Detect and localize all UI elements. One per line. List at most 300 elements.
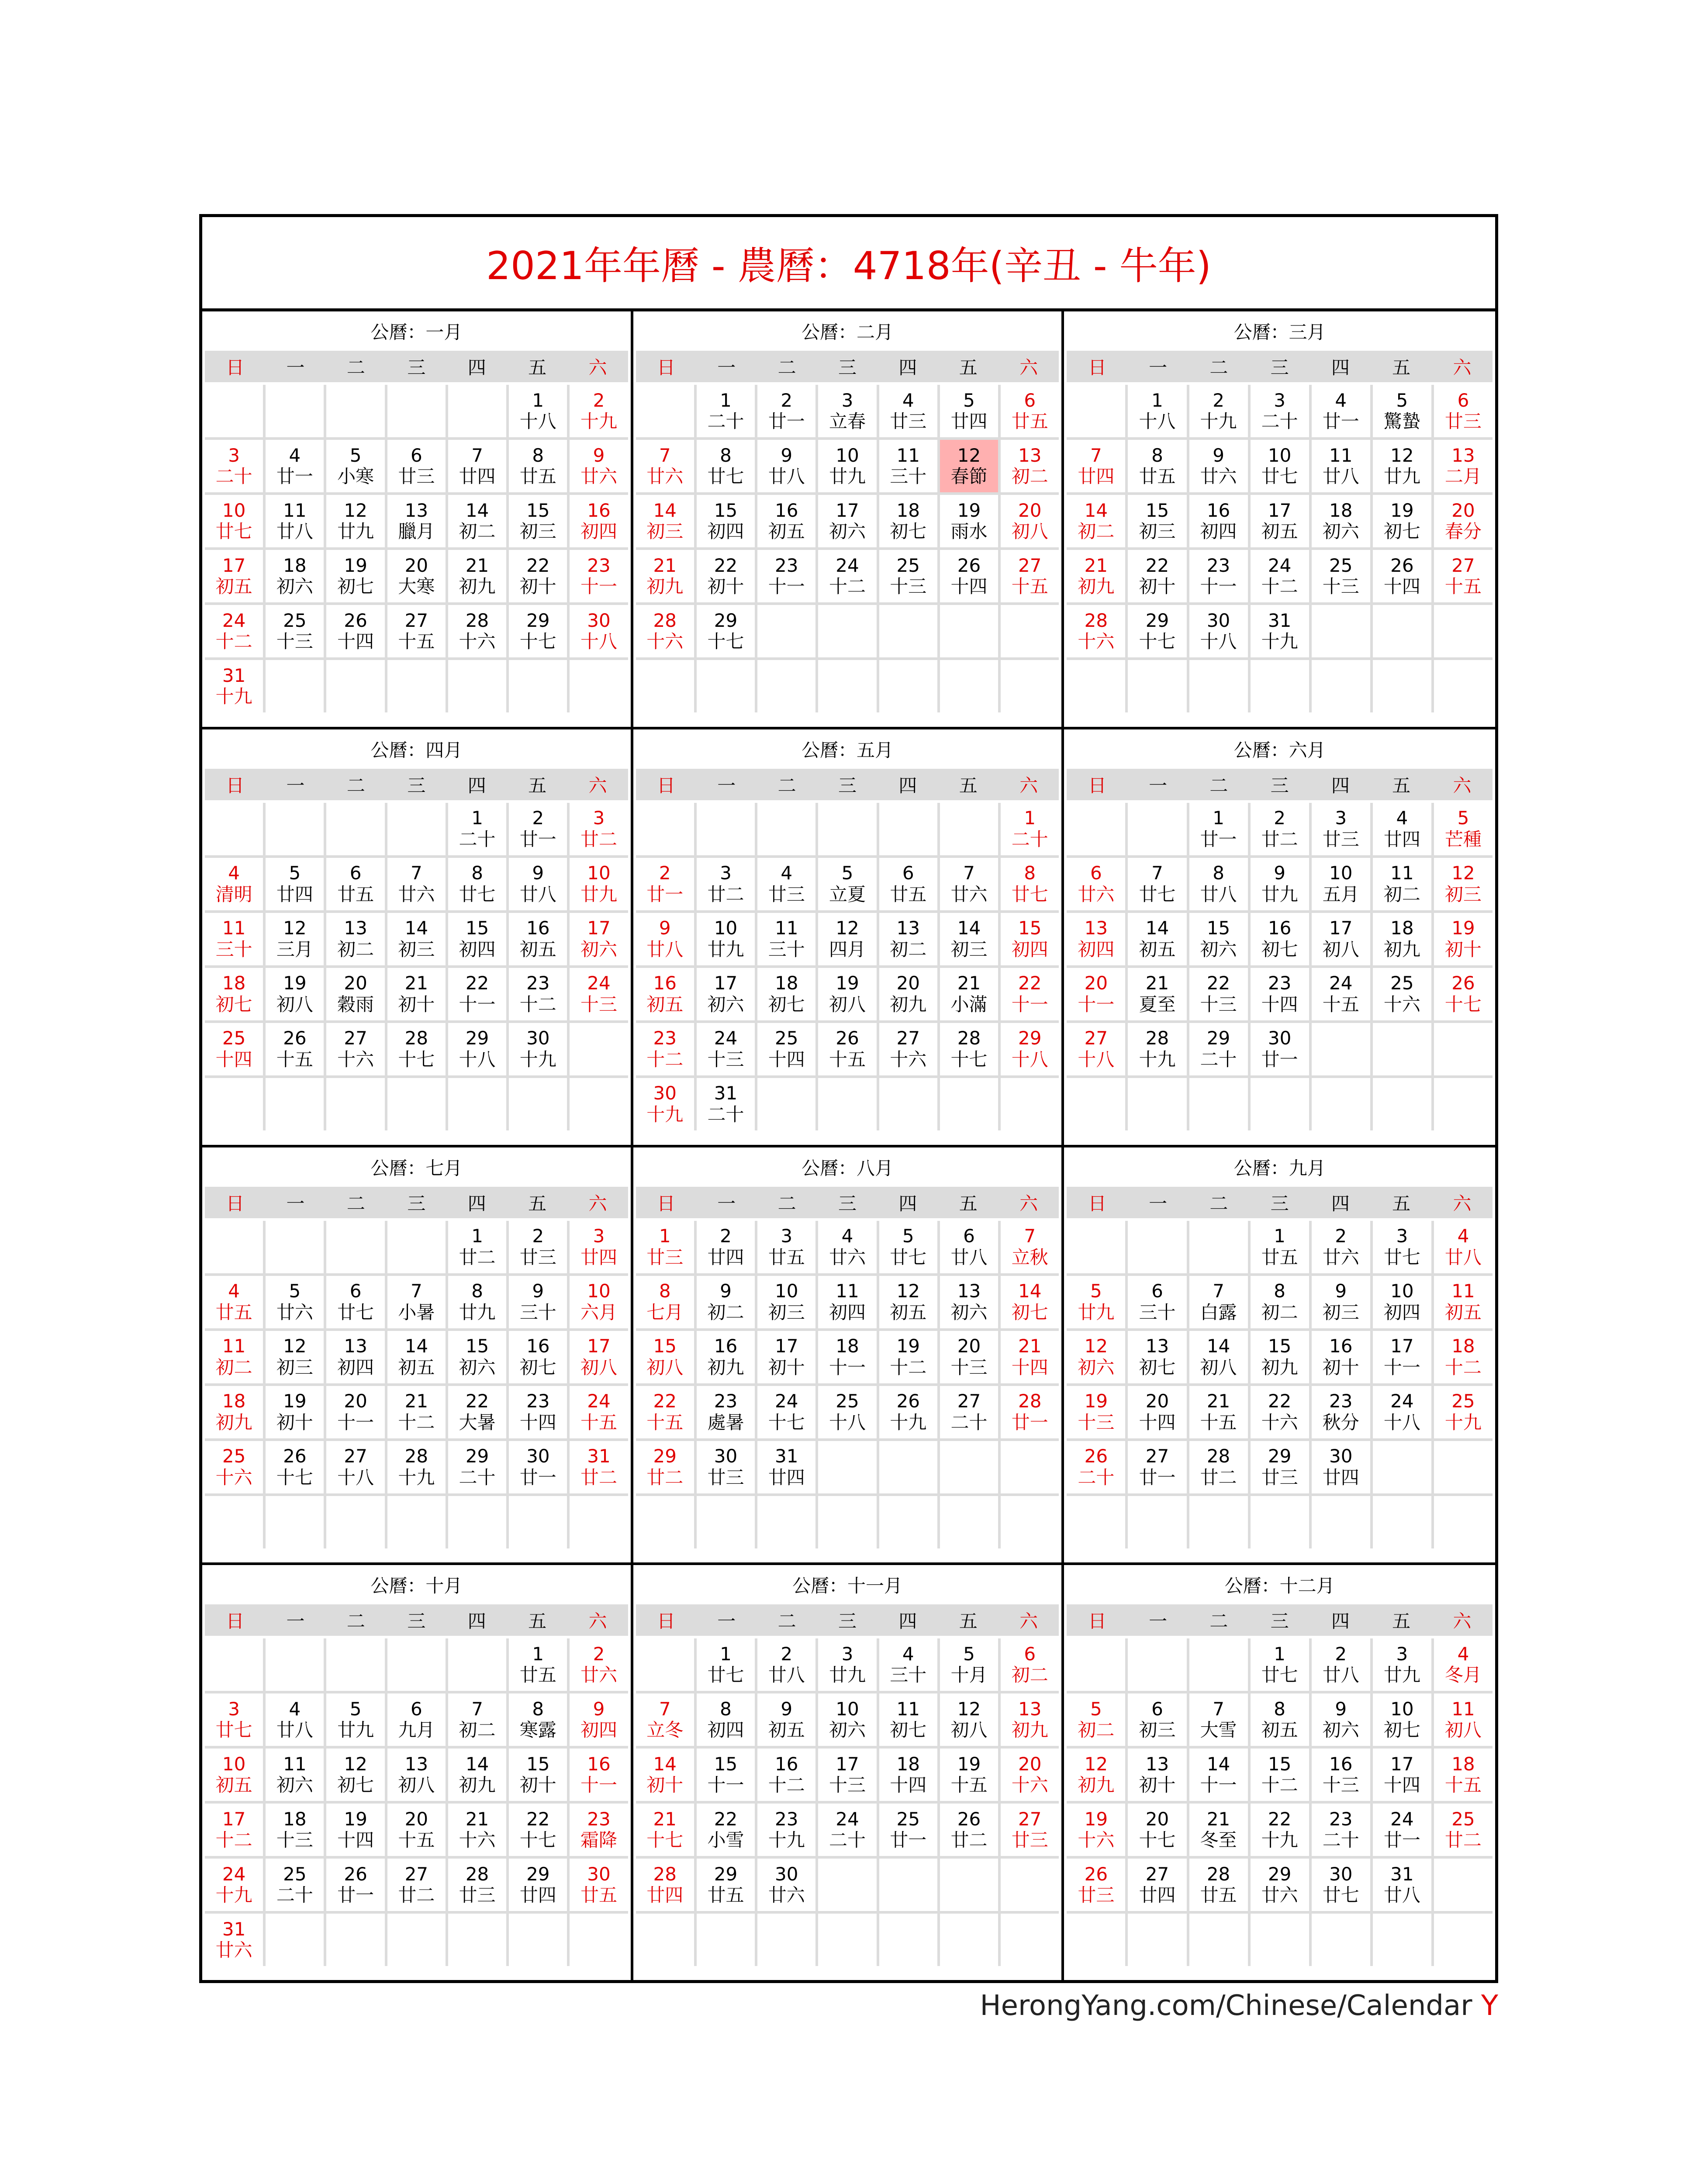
lunar-date: 初六 (1078, 1356, 1115, 1378)
day-number: 10 (587, 1280, 611, 1302)
lunar-date: 初七 (1383, 1719, 1420, 1741)
weekday-label: 四 (898, 774, 917, 796)
day-number: 5 (1396, 389, 1408, 411)
day-number: 8 (1274, 1698, 1286, 1720)
lunar-date: 廿五 (707, 1884, 744, 1906)
day-cell (1251, 968, 1309, 1020)
lunar-date: 初二 (459, 1719, 496, 1741)
day-number: 3 (593, 1225, 605, 1247)
day-number: 31 (222, 1918, 246, 1940)
month-block (202, 1147, 633, 1565)
lunar-date: 初七 (1261, 938, 1298, 960)
weekday-label: 二 (777, 774, 796, 796)
day-grid (636, 1638, 1059, 1966)
day-number: 8 (659, 1280, 671, 1302)
day-number: 21 (1084, 554, 1108, 576)
lunar-date: 初十 (768, 1356, 805, 1378)
lunar-date: 廿七 (890, 1246, 927, 1268)
lunar-date: 雨水 (950, 521, 988, 542)
day-number: 12 (1084, 1753, 1108, 1775)
lunar-date: 冬月 (1444, 1664, 1482, 1686)
weekday-label: 三 (1270, 774, 1289, 796)
lunar-date: 十七 (707, 631, 744, 652)
day-number: 2 (1335, 1643, 1347, 1665)
day-cell (326, 1023, 384, 1075)
lunar-date: 廿五 (337, 883, 374, 905)
lunar-date: 廿七 (1261, 1664, 1298, 1686)
day-number: 15 (714, 1753, 738, 1775)
day-number: 23 (1329, 1808, 1353, 1830)
lunar-date: 廿九 (1078, 1301, 1115, 1323)
day-number: 12 (283, 1335, 307, 1357)
day-number: 3 (1396, 1225, 1408, 1247)
day-number: 11 (283, 499, 307, 521)
day-number: 23 (653, 1027, 677, 1049)
day-number: 28 (1206, 1863, 1230, 1885)
weekday-label: 一 (1149, 357, 1168, 378)
day-cell (570, 1804, 628, 1856)
day-number: 30 (526, 1445, 550, 1467)
day-number: 24 (1390, 1390, 1414, 1412)
day-cell (1001, 1221, 1059, 1273)
day-number: 12 (344, 499, 367, 521)
day-grid (1067, 1221, 1493, 1548)
lunar-date: 初十 (707, 576, 744, 597)
lunar-date: 初八 (276, 993, 313, 1015)
empty-cell (1312, 605, 1370, 657)
day-number: 21 (465, 1808, 489, 1830)
day-cell (448, 605, 506, 657)
day-cell (757, 495, 815, 547)
weekday-label: 三 (838, 357, 857, 378)
day-cell (940, 550, 998, 602)
weekday-label: 日 (656, 1610, 675, 1632)
lunar-date: 初三 (276, 1356, 313, 1378)
weekday-label: 三 (407, 1192, 426, 1214)
day-cell (1373, 1386, 1431, 1438)
lunar-date: 十八 (580, 631, 618, 652)
day-number: 4 (1396, 807, 1408, 829)
lunar-date: 廿六 (398, 883, 435, 905)
lunar-date: 廿六 (1322, 1246, 1359, 1268)
weekday-label: 一 (286, 1192, 305, 1214)
lunar-date: 廿六 (580, 1664, 618, 1686)
day-cell (448, 803, 506, 855)
day-number: 19 (1451, 917, 1475, 939)
day-number: 5 (841, 862, 853, 884)
day-cell (757, 1331, 815, 1383)
day-number: 13 (1018, 444, 1042, 466)
day-cell (1373, 1693, 1431, 1746)
empty-cell (1434, 1496, 1493, 1548)
day-number: 3 (720, 862, 732, 884)
lunar-date: 廿七 (1322, 1884, 1359, 1906)
lunar-date: 二十 (950, 1411, 988, 1433)
lunar-date: 十九 (1261, 631, 1298, 652)
lunar-date: 二十 (1078, 1466, 1115, 1488)
day-number: 18 (896, 1753, 920, 1775)
day-number: 11 (1451, 1698, 1475, 1720)
day-number: 12 (957, 444, 981, 466)
day-number: 28 (653, 1863, 677, 1885)
empty-cell (879, 1496, 937, 1548)
day-number: 21 (653, 554, 677, 576)
day-cell (509, 495, 567, 547)
day-cell (570, 550, 628, 602)
lunar-date: 清明 (215, 883, 252, 905)
lunar-date: 十五 (1444, 1774, 1482, 1796)
day-cell (1189, 858, 1248, 910)
day-cell (1001, 1638, 1059, 1691)
lunar-date: 初五 (1261, 521, 1298, 542)
day-number: 31 (222, 664, 246, 686)
day-cell (1128, 1023, 1186, 1075)
day-cell (266, 440, 324, 492)
day-number: 14 (957, 917, 981, 939)
day-number: 31 (1390, 1863, 1414, 1885)
day-cell (757, 1276, 815, 1328)
empty-cell (570, 1496, 628, 1548)
lunar-date: 廿三 (398, 466, 435, 487)
lunar-date: 十四 (768, 1048, 805, 1070)
day-cell (448, 1276, 506, 1328)
lunar-date: 初二 (337, 938, 374, 960)
day-number: 9 (720, 1280, 732, 1302)
day-cell (570, 1441, 628, 1493)
day-cell (1189, 550, 1248, 602)
day-number: 23 (775, 1808, 798, 1830)
lunar-date: 十一 (707, 1774, 744, 1796)
day-number: 20 (896, 972, 920, 994)
day-cell (1067, 605, 1125, 657)
day-cell (1189, 385, 1248, 437)
day-number: 2 (532, 1225, 544, 1247)
day-number: 25 (1329, 554, 1353, 576)
day-number: 10 (836, 444, 859, 466)
day-cell (1251, 1441, 1309, 1493)
empty-cell (387, 1638, 446, 1691)
empty-cell (1434, 1914, 1493, 1966)
day-cell (879, 1221, 937, 1273)
day-cell (757, 440, 815, 492)
weekday-label: 一 (286, 357, 305, 378)
lunar-date: 六月 (580, 1301, 618, 1323)
day-number: 29 (465, 1027, 489, 1049)
day-cell (326, 1859, 384, 1911)
day-cell (1067, 1331, 1125, 1383)
day-cell (757, 858, 815, 910)
footer-credit (786, 1990, 1498, 2022)
day-number: 11 (775, 917, 798, 939)
day-cell (1434, 550, 1493, 602)
day-cell (205, 605, 263, 657)
day-cell (1312, 550, 1370, 602)
lunar-date: 廿七 (1139, 883, 1176, 905)
day-number: 29 (526, 1863, 550, 1885)
day-cell (266, 913, 324, 965)
empty-cell (1373, 605, 1431, 657)
day-cell (1189, 913, 1248, 965)
lunar-date: 十一 (1200, 576, 1237, 597)
day-cell (570, 913, 628, 965)
day-cell (448, 1386, 506, 1438)
lunar-date: 十二 (1261, 1774, 1298, 1796)
lunar-date: 廿六 (1261, 1884, 1298, 1906)
weekday-label: 一 (717, 357, 736, 378)
empty-cell (1001, 1496, 1059, 1548)
lunar-date: 大雪 (1200, 1719, 1237, 1741)
empty-cell (1128, 1221, 1186, 1273)
day-number: 11 (896, 1698, 920, 1720)
day-cell (1373, 1638, 1431, 1691)
lunar-date: 立夏 (829, 883, 866, 905)
weekday-label: 五 (528, 774, 547, 796)
empty-cell (636, 803, 694, 855)
day-cell (757, 1221, 815, 1273)
day-number: 23 (1268, 972, 1292, 994)
lunar-date: 十四 (215, 1048, 252, 1070)
day-cell (1189, 605, 1248, 657)
day-number: 4 (1457, 1643, 1469, 1665)
weekday-header (205, 1187, 628, 1218)
day-cell (448, 1804, 506, 1856)
day-number: 29 (465, 1445, 489, 1467)
lunar-date: 初七 (1383, 521, 1420, 542)
day-cell (1001, 495, 1059, 547)
day-number: 20 (404, 1808, 428, 1830)
day-cell (1312, 858, 1370, 910)
day-number: 20 (344, 972, 367, 994)
day-cell (1128, 913, 1186, 965)
empty-cell (1001, 605, 1059, 657)
lunar-date: 霜降 (580, 1829, 618, 1851)
day-cell (205, 495, 263, 547)
day-grid (205, 385, 628, 712)
lunar-date: 初六 (1200, 938, 1237, 960)
day-cell (636, 1331, 694, 1383)
day-number: 9 (1274, 862, 1286, 884)
day-number: 24 (1329, 972, 1353, 994)
lunar-date: 初八 (646, 1356, 684, 1378)
day-number: 3 (228, 1698, 240, 1720)
day-number: 17 (1390, 1335, 1414, 1357)
day-number: 2 (720, 1225, 732, 1247)
day-cell (1434, 968, 1493, 1020)
day-number: 3 (1335, 807, 1347, 829)
lunar-date: 廿一 (646, 883, 684, 905)
day-number: 14 (1084, 499, 1108, 521)
day-cell (326, 1804, 384, 1856)
lunar-date: 初四 (580, 1719, 618, 1741)
day-number: 17 (222, 1808, 246, 1830)
empty-cell (1067, 1496, 1125, 1548)
day-number: 17 (836, 499, 859, 521)
day-grid (636, 385, 1059, 712)
day-number: 30 (1329, 1445, 1353, 1467)
weekday-header (1067, 351, 1493, 382)
day-cell (1001, 968, 1059, 1020)
lunar-date: 十七 (398, 1048, 435, 1070)
day-cell (205, 440, 263, 492)
weekday-label: 四 (467, 357, 486, 378)
day-number: 27 (344, 1027, 367, 1049)
day-cell (326, 1441, 384, 1493)
empty-cell (570, 1914, 628, 1966)
lunar-date: 廿五 (1261, 1246, 1298, 1268)
empty-cell (1373, 1023, 1431, 1075)
day-cell (1251, 803, 1309, 855)
day-cell (326, 550, 384, 602)
day-number: 30 (1268, 1027, 1292, 1049)
day-cell (570, 440, 628, 492)
day-grid (205, 1638, 628, 1966)
day-number: 2 (1274, 807, 1286, 829)
day-number: 24 (1268, 554, 1292, 576)
day-number: 2 (532, 807, 544, 829)
lunar-date: 初七 (215, 993, 252, 1015)
weekday-label: 四 (898, 1192, 917, 1214)
weekday-label: 三 (407, 1610, 426, 1632)
day-number: 8 (720, 444, 732, 466)
lunar-date: 廿三 (1078, 1884, 1115, 1906)
day-number: 28 (404, 1445, 428, 1467)
day-cell (697, 1276, 755, 1328)
day-number: 15 (1206, 917, 1230, 939)
day-cell (636, 1023, 694, 1075)
day-number: 17 (587, 1335, 611, 1357)
empty-cell (448, 1496, 506, 1548)
day-cell (570, 1386, 628, 1438)
day-cell (1312, 1804, 1370, 1856)
day-cell (326, 605, 384, 657)
day-cell (818, 858, 876, 910)
day-number: 13 (1084, 917, 1108, 939)
lunar-date: 驚蟄 (1383, 411, 1420, 432)
day-number: 11 (283, 1753, 307, 1775)
lunar-date: 十五 (1322, 993, 1359, 1015)
lunar-date: 廿八 (276, 521, 313, 542)
lunar-date: 十六 (890, 1048, 927, 1070)
day-cell (326, 495, 384, 547)
day-number: 15 (1145, 499, 1169, 521)
weekday-header (1067, 1187, 1493, 1218)
day-cell (818, 913, 876, 965)
day-cell (697, 1386, 755, 1438)
lunar-date: 十七 (1139, 1829, 1176, 1851)
day-number: 2 (659, 862, 671, 884)
day-number: 22 (1018, 972, 1042, 994)
empty-cell (326, 1496, 384, 1548)
lunar-date: 十一 (1011, 993, 1048, 1015)
empty-cell (205, 1078, 263, 1130)
day-cell (636, 1386, 694, 1438)
lunar-date: 十六 (1078, 631, 1115, 652)
lunar-date: 十六 (215, 1466, 252, 1488)
lunar-date: 初六 (459, 1356, 496, 1378)
lunar-date: 十九 (519, 1048, 556, 1070)
lunar-date: 廿七 (337, 1301, 374, 1323)
day-number: 17 (714, 972, 738, 994)
lunar-date: 十九 (398, 1466, 435, 1488)
day-cell (1434, 440, 1493, 492)
day-cell (818, 968, 876, 1020)
day-cell (879, 1023, 937, 1075)
day-cell (697, 495, 755, 547)
day-cell (1434, 1331, 1493, 1383)
lunar-date: 十一 (580, 1774, 618, 1796)
day-cell (1434, 1693, 1493, 1746)
empty-cell (1373, 660, 1431, 712)
day-cell (570, 858, 628, 910)
day-cell (697, 1749, 755, 1801)
lunar-date: 廿八 (950, 1246, 988, 1268)
day-number: 10 (222, 499, 246, 521)
day-cell (1434, 1804, 1493, 1856)
day-number: 14 (404, 1335, 428, 1357)
day-cell (1067, 858, 1125, 910)
weekday-label: 二 (1209, 774, 1228, 796)
lunar-date: 初二 (459, 521, 496, 542)
lunar-date: 二十 (1261, 411, 1298, 432)
day-number: 22 (1268, 1390, 1292, 1412)
day-number: 26 (1451, 972, 1475, 994)
day-cell (1251, 1221, 1309, 1273)
lunar-date: 十八 (1139, 411, 1176, 432)
lunar-date: 廿四 (580, 1246, 618, 1268)
day-cell (448, 1221, 506, 1273)
day-number: 6 (349, 1280, 362, 1302)
lunar-date: 廿七 (707, 1664, 744, 1686)
day-cell (1001, 550, 1059, 602)
empty-cell (1251, 660, 1309, 712)
day-number: 16 (653, 972, 677, 994)
lunar-date: 十四 (337, 1829, 374, 1851)
lunar-date: 初六 (1322, 521, 1359, 542)
day-number: 22 (1206, 972, 1230, 994)
empty-cell (879, 803, 937, 855)
lunar-date: 廿七 (215, 1719, 252, 1741)
empty-cell (757, 1078, 815, 1130)
day-number: 19 (1084, 1390, 1108, 1412)
day-cell (205, 968, 263, 1020)
day-number: 26 (283, 1445, 307, 1467)
day-cell (1373, 803, 1431, 855)
lunar-date: 十九 (768, 1829, 805, 1851)
lunar-date: 十九 (890, 1411, 927, 1433)
empty-cell (940, 660, 998, 712)
day-number: 7 (471, 444, 483, 466)
day-cell (1001, 385, 1059, 437)
lunar-date: 十一 (459, 993, 496, 1015)
day-number: 18 (222, 972, 246, 994)
lunar-date: 秋分 (1322, 1411, 1359, 1433)
day-number: 31 (587, 1445, 611, 1467)
day-cell (1128, 605, 1186, 657)
day-number: 8 (1213, 862, 1224, 884)
day-cell (387, 1749, 446, 1801)
lunar-date: 廿一 (1261, 1048, 1298, 1070)
day-cell (818, 1638, 876, 1691)
lunar-date: 廿三 (890, 411, 927, 432)
day-cell (1312, 1441, 1370, 1493)
day-cell (697, 385, 755, 437)
day-cell (1189, 803, 1248, 855)
day-number: 4 (902, 389, 914, 411)
day-number: 27 (957, 1390, 981, 1412)
day-number: 6 (410, 444, 422, 466)
lunar-date: 廿五 (1139, 466, 1176, 487)
day-number: 22 (526, 554, 550, 576)
